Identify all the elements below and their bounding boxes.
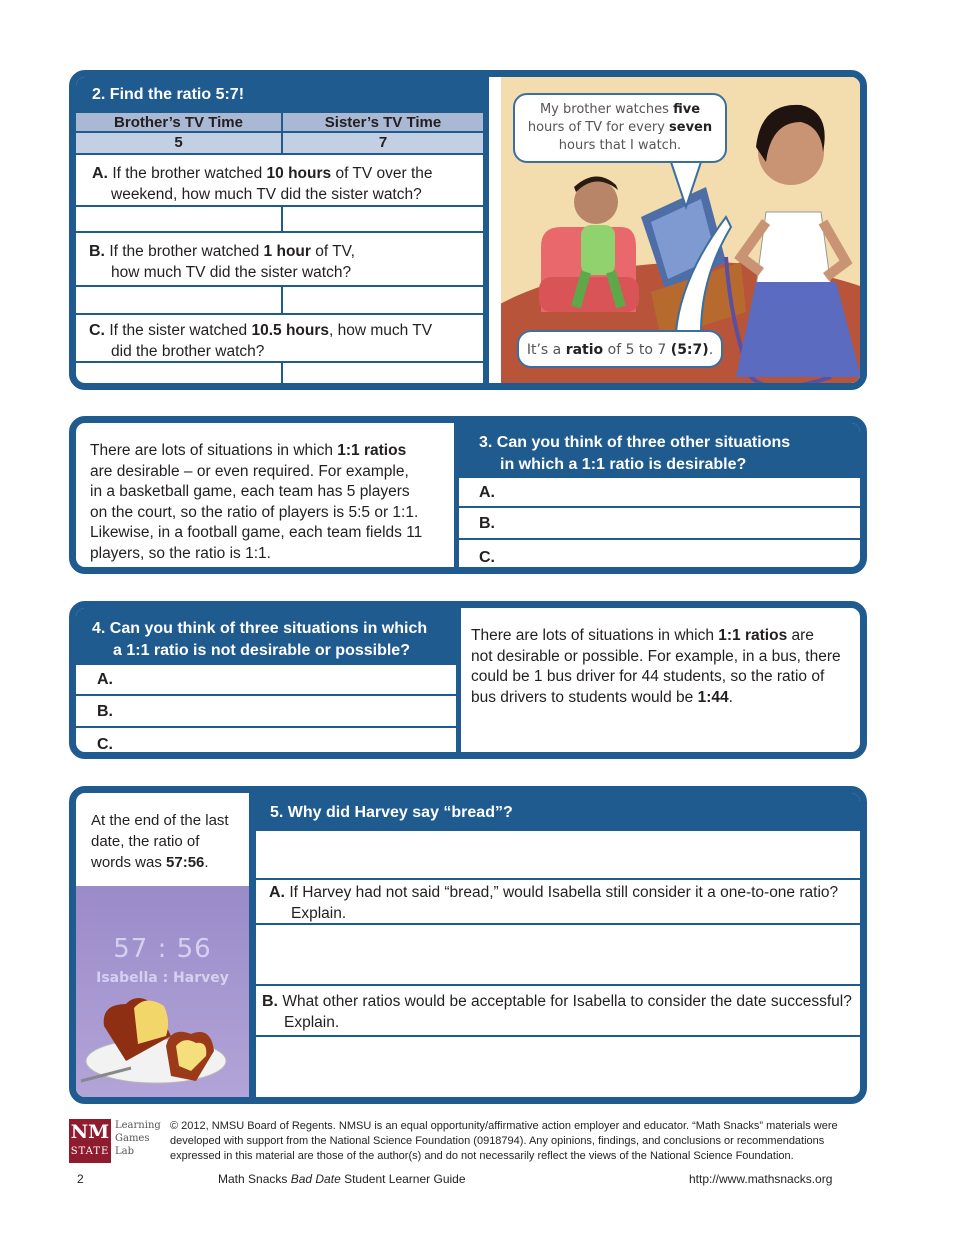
answer-row-4c[interactable]: C. <box>97 736 113 753</box>
section-5-panel <box>69 786 867 1104</box>
col-sister-header: Sister’s TV Time <box>324 114 442 131</box>
brother-value: 5 <box>174 134 183 151</box>
section-3-panel <box>69 416 867 574</box>
answer-row-2a[interactable] <box>76 207 483 233</box>
label-a: A. <box>92 165 108 182</box>
question-5b: B. What other ratios would be acceptable for Isabella to consider the date successful? Explain. <box>256 986 867 1037</box>
guide-title: Math Snacks Bad Date Student Learner Guide <box>218 1172 466 1186</box>
answer-row-4a[interactable]: A. <box>76 665 460 696</box>
speech-bubble-girl: My brother watches five hours of TV for every seven hours that I watch. <box>513 93 727 163</box>
section-2-title: 2. Find the ratio 5:7! <box>76 77 483 111</box>
answer-row-3a[interactable]: A. <box>459 478 867 508</box>
bread-icon <box>76 886 249 1104</box>
score-text: 57 : 56 <box>113 934 212 964</box>
section-3-title: 3. Can you think of three other situations in which a 1:1 ratio is desirable? <box>459 423 867 478</box>
ratio-table-header <box>76 111 483 133</box>
score-image <box>76 886 249 1104</box>
answer-area-5a[interactable] <box>256 925 867 986</box>
answer-row-3c[interactable]: C. <box>479 549 495 566</box>
sister-value: 7 <box>378 134 388 151</box>
ratio-table-values <box>76 133 483 155</box>
section-5-title: 5. Why did Harvey say “bread”? <box>256 793 867 831</box>
section-4-panel <box>69 601 867 759</box>
section-2-panel <box>69 70 867 390</box>
tv-illustration <box>501 77 867 390</box>
answer-area-5[interactable] <box>256 831 867 880</box>
question-2a: A. If the brother watched 10 hours of TV over the weekend, how much TV did the sister watch? <box>76 155 483 207</box>
answer-row-4b[interactable]: B. <box>76 696 460 728</box>
page-number: 2 <box>77 1172 84 1186</box>
answer-row-3b[interactable]: B. <box>459 508 867 540</box>
section-4-text: There are lots of situations in which 1:1 ratios are not desirable or possible. For example, in a bus, there could be 1 bus driver for 44 students, so the ratio of bus drivers to students would be 1:44. <box>471 627 841 706</box>
section-5-side-text: At the end of the last date, the ratio of words was 57:56. <box>91 812 229 871</box>
question-2c: C. If the sister watched 10.5 hours, how much TV did the brother watch? <box>76 315 483 363</box>
question-2b: B. If the brother watched 1 hour of TV, how much TV did the sister watch? <box>76 233 483 287</box>
section-3-intro: There are lots of situations in which 1:1 ratios are desirable – or even required. For example, in a basketball game, each team has 5 players on the court, so the ratio of players is 5:5 or 1:1. Likewise, in a football game, each team fields 11 players, so the ratio is 1:1. <box>90 442 423 562</box>
site-url[interactable]: http://www.mathsnacks.org <box>689 1172 833 1186</box>
score-names: Isabella : Harvey <box>96 970 229 986</box>
col-brother-header: Brother’s TV Time <box>114 114 243 131</box>
answer-row-2b[interactable] <box>76 287 483 315</box>
legal-text: © 2012, NMSU Board of Regents. NMSU is an equal opportunity/affirmative action employer and educator. “Math Snacks” materials were developed with support from the National Science Foundation (0918794). Any opinions, findings, and conclusions or recommendations expressed in this material are those of the author(s) and do not necessarily reflect the views of the National Science Foundation. <box>170 1120 838 1162</box>
question-5a: A. If Harvey had not said “bread,” would Isabella still consider it a one-to-one ratio? Explain. <box>256 880 867 925</box>
speech-bubble-ratio: It’s a ratio of 5 to 7 (5:7). <box>517 330 723 368</box>
nmsu-logo: NM STATE Learning Games Lab <box>69 1119 161 1163</box>
answer-area-5b[interactable] <box>256 1037 867 1104</box>
answer-row-2c[interactable] <box>76 363 483 390</box>
section-4-title: 4. Can you think of three situations in which a 1:1 ratio is not desirable or possible? <box>76 608 460 665</box>
